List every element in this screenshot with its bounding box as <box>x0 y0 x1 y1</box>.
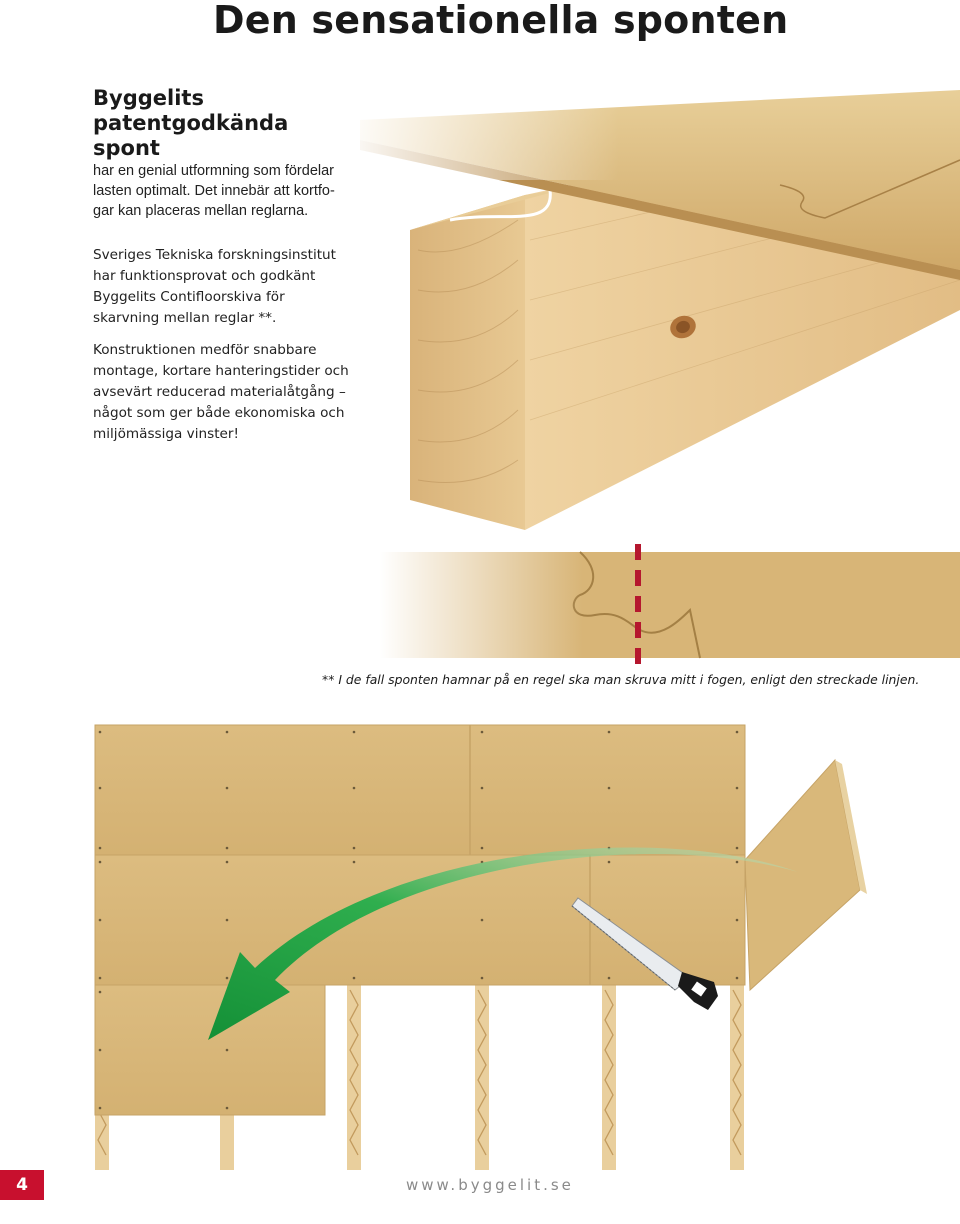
intro-heading-line: Byggelits <box>93 86 204 110</box>
page-number-badge: 4 <box>0 1170 44 1200</box>
website-url[interactable]: www.byggelit.se <box>406 1176 574 1194</box>
intro-block <box>93 86 353 221</box>
page-title: Den sensationella sponten <box>213 0 789 42</box>
intro-lead-line: lasten optimalt. Det innebär att kortfo- <box>93 183 335 199</box>
intro-lead <box>93 161 353 221</box>
wall-boards <box>95 725 745 1115</box>
joint-detail-illustration <box>380 540 960 670</box>
wall-assembly-illustration <box>90 720 960 1170</box>
intro-lead-line: har en genial utformning som fördelar <box>93 163 334 179</box>
cut-board-piece <box>745 760 867 990</box>
joist-end-face <box>410 195 525 530</box>
paragraph-benefits: Konstruktionen medför snabbare montage, kortare hanteringstider och avsevärt reducerad materialåtgång – något som ger både ekonomiska och miljömässiga vinster! <box>93 342 349 442</box>
paragraph-testing: Sveriges Tekniska forskningsinstitut har funktionsprovat och godkänt Byggelits Contifloorskiva för skarvning mellan reglar **. <box>93 247 337 326</box>
intro-heading <box>93 86 353 161</box>
footnote: ** I de fall sponten hamnar på en regel ska man skruva mitt i fogen, enligt den streckade linjen. <box>322 672 920 687</box>
joist-board-illustration <box>340 60 960 540</box>
intro-heading-line: spont <box>93 136 160 160</box>
intro-heading-line: patentgodkända <box>93 111 289 135</box>
intro-lead-line: gar kan placeras mellan reglarna. <box>93 203 309 219</box>
